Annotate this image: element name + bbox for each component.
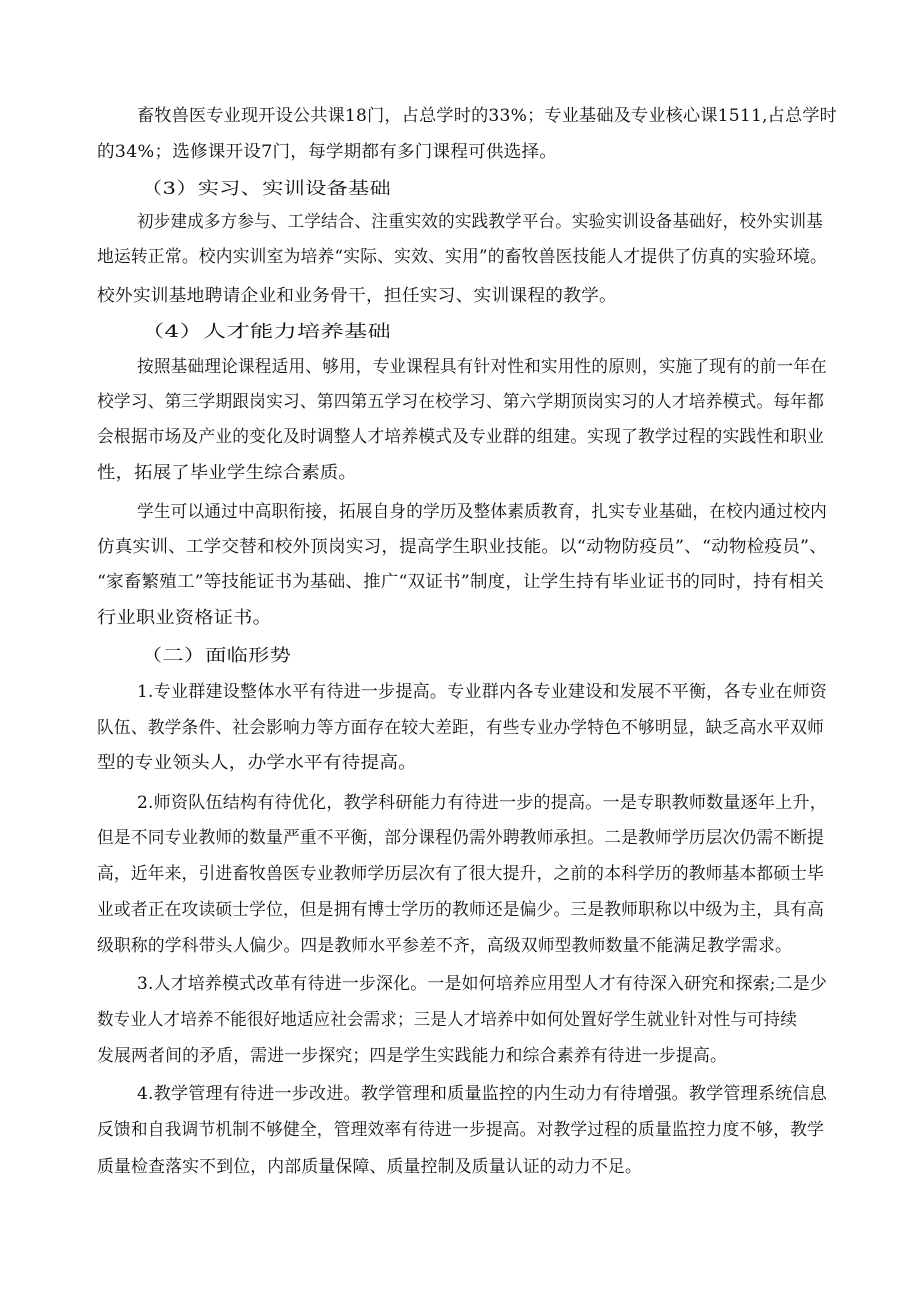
text-line: 畜牧兽医专业现开设公共课18门，占总学时的33%；专业基础及专业核心课1511,占总学时 xyxy=(137,106,838,126)
text-line: 的34%；选修课开设7门，每学期都有多门课程可供选择。 xyxy=(97,142,557,162)
text-line: 3.人才培养模式改革有待进一步深化。一是如何培养应用型人才有待深入研究和探索;二是少 xyxy=(137,974,827,994)
text-line: 级职称的学科带头人偏少。四是教师水平参差不齐，高级双师型教师数量不能满足教学需求。 xyxy=(97,936,792,956)
text-line: 队伍、教学条件、社会影响力等方面存在较大差距，有些专业办学特色不够明显，缺乏高水平双师 xyxy=(97,718,824,738)
text-line: 会根据市场及产业的变化及时调整人才培养模式及专业群的组建。实现了教学过程的实践性和职业 xyxy=(97,427,824,447)
text-line: 2.师资队伍结构有待优化，教学科研能力有待进一步的提高。一是专职教师数量逐年上升， xyxy=(137,793,827,813)
section-heading: （3）实习、实训设备基础 xyxy=(141,179,391,199)
text-line: 但是不同专业教师的数量严重不平衡，部分课程仍需外聘教师承担。二是教师学历层次仍需不断提 xyxy=(97,828,824,848)
text-line: 性，拓展了毕业学生综合素质。 xyxy=(97,463,357,483)
text-line: 数专业人才培养不能很好地适应社会需求；三是人才培养中如何处置好学生就业针对性与可持续 xyxy=(97,1010,797,1030)
text-line: 1.专业群建设整体水平有待进一步提高。专业群内各专业建设和发展不平衡，各专业在师资 xyxy=(137,682,827,702)
text-line: 按照基础理论课程适用、够用，专业课程具有针对性和实用性的原则，实施了现有的前一年在 xyxy=(137,357,827,377)
text-line: 地运转正常。校内实训室为培养“实际、实效、实用”的畜牧兽医技能人才提供了仿真的实验环境。 xyxy=(97,247,827,267)
text-line: 校外实训基地聘请企业和业务骨干，担任实习、实训课程的教学。 xyxy=(97,286,617,306)
text-line: 行业职业资格证书。 xyxy=(97,608,272,628)
text-line: 初步建成多方参与、工学结合、注重实效的实践教学平台。实验实训设备基础好，校外实训基 xyxy=(137,212,823,232)
text-line: 仿真实训、工学交替和校外顶岗实习，提高学生职业技能。以“动物防疫员”、“动物检疫员”、 xyxy=(97,537,827,557)
text-line: 业或者正在攻读硕士学位，但是拥有博士学历的教师还是偏少。三是教师职称以中级为主，具有高 xyxy=(97,900,824,920)
text-line: 校学习、第三学期跟岗实习、第四第五学习在校学习、第六学期顶岗实习的人才培养模式。每年都 xyxy=(97,392,824,412)
text-line: 学生可以通过中高职衔接，拓展自身的学历及整体素质教育，扎实专业基础，在校内通过校内 xyxy=(137,502,827,522)
text-line: 反馈和自我调节机制不够健全，管理效率有待进一步提高。对教学过程的质量监控力度不够，教学 xyxy=(97,1120,824,1140)
text-line: 型的专业领头人，办学水平有待提高。 xyxy=(97,753,417,773)
text-line: 发展两者间的矛盾，需进一步探究；四是学生实践能力和综合素养有待进一步提高。 xyxy=(97,1046,727,1066)
text-line: “家畜繁殖工”等技能证书为基础、推广“双证书”制度，让学生持有毕业证书的同时，持有相关 xyxy=(97,572,824,592)
section-heading: （二）面临形势 xyxy=(141,646,291,666)
text-line: 质量检查落实不到位，内部质量保障、质量控制及质量认证的动力不足。 xyxy=(97,1157,642,1177)
section-heading: （4）人才能力培养基础 xyxy=(141,322,391,342)
text-line: 4.教学管理有待进一步改进。教学管理和质量监控的内生动力有待增强。教学管理系统信息 xyxy=(137,1084,827,1104)
text-line: 高，近年来，引进畜牧兽医专业教师学历层次有了很大提升，之前的本科学历的教师基本都硕士毕 xyxy=(97,864,824,884)
